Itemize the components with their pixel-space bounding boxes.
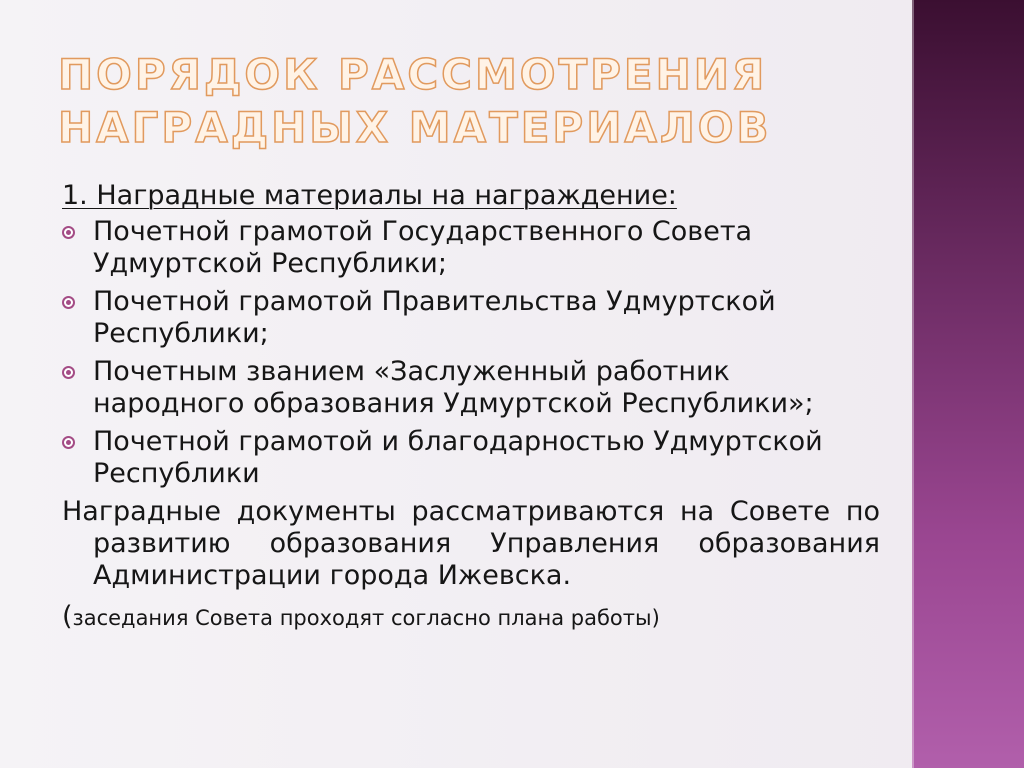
list-item: [62, 426, 880, 490]
list-item: [62, 216, 880, 280]
conclusion-text: Наградные документы рассматриваются на Совете по развитию образования Управления образования Администрации города Ижевска.: [62, 496, 880, 591]
circle-dot-icon: [62, 366, 75, 379]
note-open-paren: (: [62, 601, 73, 632]
list-item: [62, 286, 880, 350]
circle-dot-icon: [62, 436, 75, 449]
list-item-text: Почетной грамотой Правительства Удмуртской Республики;: [93, 286, 776, 349]
circle-dot-icon: [62, 226, 75, 239]
intro-text: 1. Наградные материалы на награждение:: [62, 180, 677, 211]
list-item-text: Почетной грамотой Государственного Совета Удмуртской Республики;: [93, 216, 753, 279]
bullet-list: [62, 216, 880, 490]
list-item: [62, 356, 880, 420]
note-text: [62, 602, 880, 633]
decorative-side-band: [912, 0, 1024, 768]
list-item-text: Почетной грамотой и благодарностью Удмуртской Республики: [93, 426, 823, 489]
slide-title: ПОРЯДОК РАССМОТРЕНИЯ НАГРАДНЫХ МАТЕРИАЛОВ: [58, 50, 772, 152]
slide-body: [62, 180, 880, 633]
list-item-text: Почетным званием «Заслуженный работник народного образования Удмуртской Республики»;: [93, 356, 814, 419]
circle-dot-icon: [62, 296, 75, 309]
note-body: заседания Совета проходят согласно плана работы): [72, 606, 660, 630]
